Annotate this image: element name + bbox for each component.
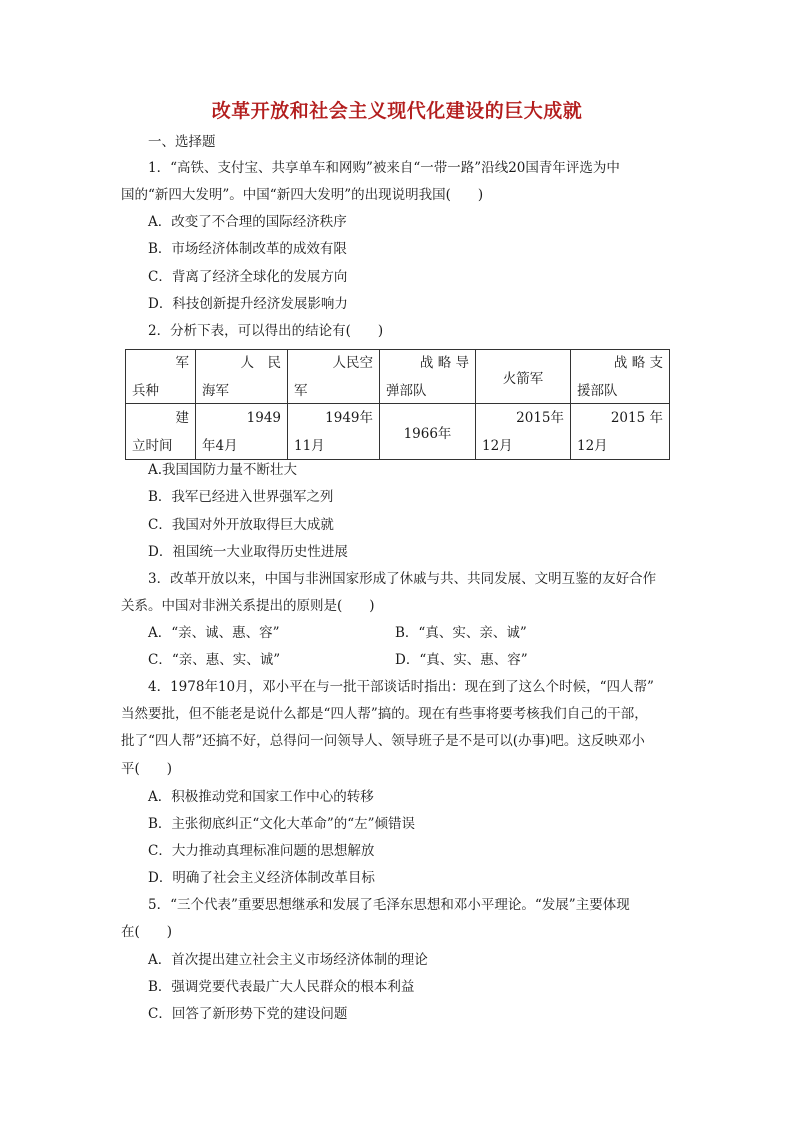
question-3-option-d: D．“真、实、惠、容” xyxy=(395,652,528,668)
table-cell: 1966年 xyxy=(380,404,476,460)
table-cell: 战 略 导 弹部队 xyxy=(380,350,476,404)
question-5-stem-cont: 在( ) xyxy=(121,924,173,940)
table-cell: 人民空 军 xyxy=(288,350,380,404)
question-5-stem: 5．“三个代表”重要思想继承和发展了毛泽东思想和邓小平理论。“发展”主要体现 xyxy=(148,897,630,913)
question-1-option-c: C．背离了经济全球化的发展方向 xyxy=(148,269,348,285)
question-1-stem: 1．“高铁、支付宝、共享单车和网购”被来自“一带一路”沿线20国青年评选为中 xyxy=(148,160,620,176)
table-cell: 1949 年4月 xyxy=(196,404,288,460)
table-cell: 2015 年 12月 xyxy=(571,404,670,460)
question-1-option-d: D．科技创新提升经济发展影响力 xyxy=(148,296,348,312)
question-2-stem: 2．分析下表，可以得出的结论有( ) xyxy=(148,323,384,339)
military-branches-table xyxy=(125,349,670,460)
table-header-row xyxy=(126,350,670,404)
table-cell: 军 兵种 xyxy=(126,350,196,404)
table-cell: 火箭军 xyxy=(476,350,571,404)
question-2-option-a: A.我国国防力量不断壮大 xyxy=(148,462,298,478)
question-1-option-b: B．市场经济体制改革的成效有限 xyxy=(148,241,347,257)
document-title: 改革开放和社会主义现代化建设的巨大成就 xyxy=(211,100,583,122)
question-4-stem-cont: 批了“四人帮”还搞不好，总得问一问领导人、领导班子是不是可以(办事)吧。这反映邓小 xyxy=(121,733,645,749)
question-2-option-c: C．我国对外开放取得巨大成就 xyxy=(148,517,334,533)
table-cell: 建 立时间 xyxy=(126,404,196,460)
question-4-stem-cont: 当然要批，但不能老是说什么都是“四人帮”搞的。现在有些事将要考核我们自己的干部， xyxy=(121,706,648,722)
question-3-stem-cont: 关系。中国对非洲关系提出的原则是( ) xyxy=(121,598,375,614)
question-4-stem: 4．1978年10月，邓小平在与一批干部谈话时指出：现在到了这么个时候，“四人帮” xyxy=(148,679,654,695)
table-cell: 1949年 11月 xyxy=(288,404,380,460)
question-3-option-c: C．“亲、惠、实、诚” xyxy=(148,652,281,668)
table-cell: 战 略 支 援部队 xyxy=(571,350,670,404)
question-5-option-c: C．回答了新形势下党的建设问题 xyxy=(148,1006,348,1022)
table-row xyxy=(126,404,670,460)
table-cell: 2015年 12月 xyxy=(476,404,571,460)
question-1-option-a: A．改变了不合理的国际经济秩序 xyxy=(148,214,347,230)
question-4-stem-cont: 平( ) xyxy=(121,761,173,777)
section-heading: 一、选择题 xyxy=(148,134,216,150)
question-3-stem: 3．改革开放以来，中国与非洲国家形成了休戚与共、共同发展、文明互鉴的友好合作 xyxy=(148,571,657,587)
question-5-option-b: B．强调党要代表最广大人民群众的根本利益 xyxy=(148,979,415,995)
question-4-option-c: C．大力推动真理标准问题的思想解放 xyxy=(148,843,375,859)
question-3-option-a: A．“亲、诚、惠、容” xyxy=(148,625,280,641)
question-4-option-d: D．明确了社会主义经济体制改革目标 xyxy=(148,870,375,886)
question-4-option-b: B．主张彻底纠正“文化大革命”的“左”倾错误 xyxy=(148,816,416,832)
table-cell: 人 民 海军 xyxy=(196,350,288,404)
question-5-option-a: A．首次提出建立社会主义市场经济体制的理论 xyxy=(148,952,428,968)
question-2-option-b: B．我军已经进入世界强军之列 xyxy=(148,489,334,505)
question-3-option-b: B．“真、实、亲、诚” xyxy=(395,625,527,641)
question-4-option-a: A．积极推动党和国家工作中心的转移 xyxy=(148,789,374,805)
question-1-stem-cont: 国的“新四大发明”。中国“新四大发明”的出现说明我国( ) xyxy=(121,187,484,203)
question-2-option-d: D．祖国统一大业取得历史性进展 xyxy=(148,544,348,560)
